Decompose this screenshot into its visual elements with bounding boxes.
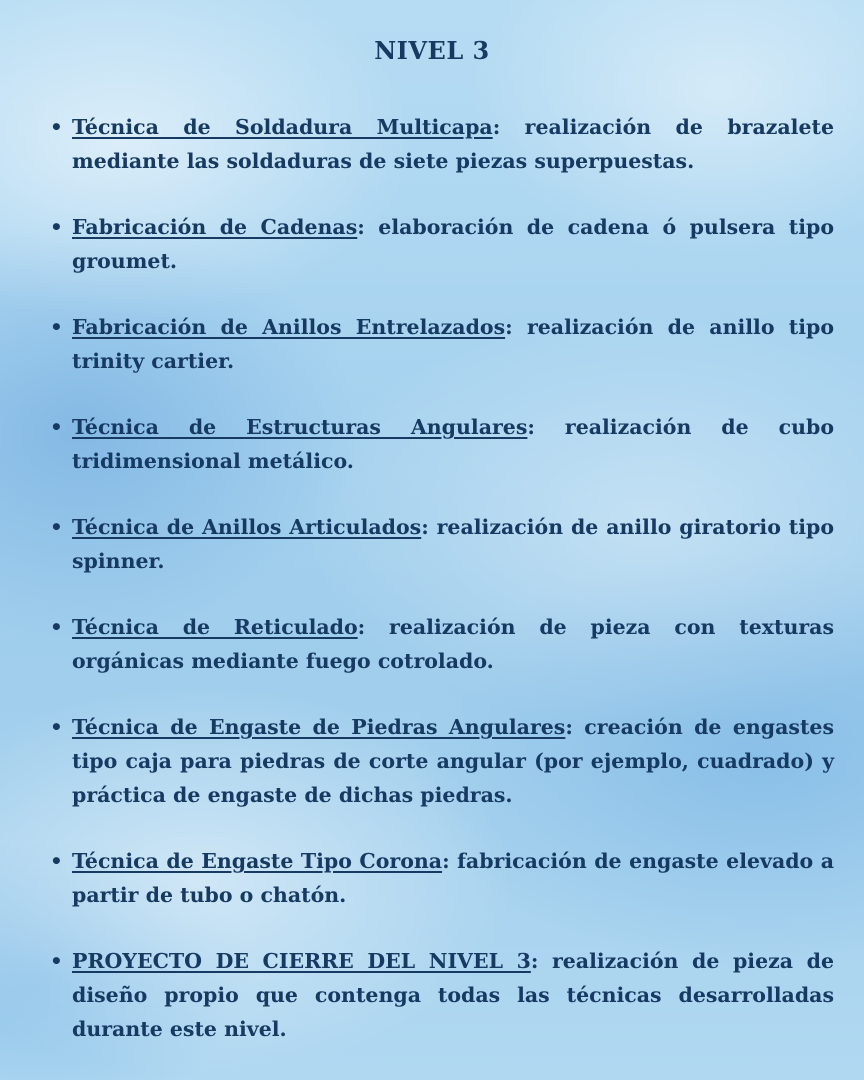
list-item (48, 310, 834, 378)
item-description: : realización de pieza de diseño propio que contenga todas las técnicas desarrolladas durante este nivel. (72, 949, 834, 1041)
item-description: : creación de engastes tipo caja para piedras de corte angular (por ejemplo, cuadrado) y práctica de engaste de dichas piedras. (72, 715, 834, 807)
list-item (48, 944, 834, 1046)
item-description: : fabricación de engaste elevado a partir de tubo o chatón. (72, 849, 834, 907)
bullet-icon: • (50, 115, 63, 139)
bullet-icon: • (50, 315, 63, 339)
bullet-icon: • (50, 515, 63, 539)
page-title: NIVEL 3 (374, 36, 490, 65)
item-title: Técnica de Engaste Tipo Corona (72, 849, 443, 873)
item-description: : realización de cubo tridimensional metálico. (72, 415, 834, 473)
list-item (48, 410, 834, 478)
item-description: : elaboración de cadena ó pulsera tipo groumet. (72, 215, 835, 273)
list-item (48, 510, 834, 578)
item-description: : realización de pieza con texturas orgánicas mediante fuego cotrolado. (72, 615, 834, 673)
bullet-icon: • (50, 849, 63, 873)
item-title: Fabricación de Cadenas (72, 215, 358, 239)
item-title: PROYECTO DE CIERRE DEL NIVEL 3 (72, 949, 531, 973)
item-title: Técnica de Anillos Articulados (72, 515, 422, 539)
item-description: : realización de anillo tipo trinity cartier. (72, 315, 835, 373)
bullet-icon: • (50, 415, 63, 439)
item-description: : realización de anillo giratorio tipo spinner. (72, 515, 835, 573)
list-item (48, 110, 834, 178)
item-title: Técnica de Reticulado (72, 615, 358, 639)
item-title: Técnica de Engaste de Piedras Angulares (72, 715, 566, 739)
list-item (48, 844, 834, 912)
item-title: Técnica de Soldadura Multicapa (72, 115, 493, 139)
list-item (48, 210, 834, 278)
item-title: Fabricación de Anillos Entrelazados (72, 315, 506, 339)
list-item (48, 610, 834, 678)
bullet-icon: • (50, 615, 63, 639)
technique-list (48, 110, 834, 1078)
bullet-icon: • (50, 715, 63, 739)
bullet-icon: • (50, 215, 63, 239)
item-description: : realización de brazalete mediante las soldaduras de siete piezas superpuestas. (72, 115, 835, 173)
bullet-icon: • (50, 949, 63, 973)
item-title: Técnica de Estructuras Angulares (72, 415, 528, 439)
list-item (48, 710, 834, 812)
